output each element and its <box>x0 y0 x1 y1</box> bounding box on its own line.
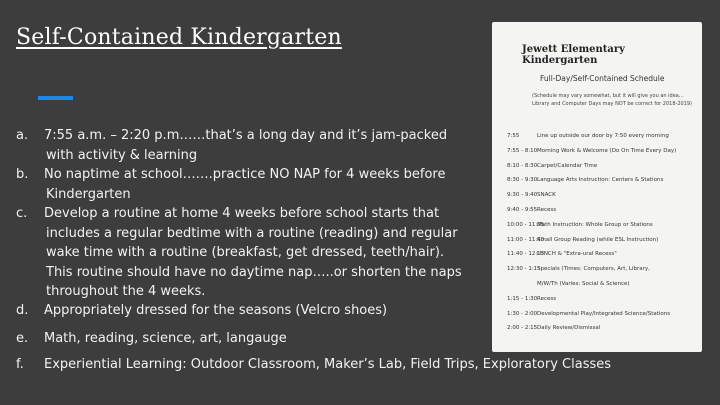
schedule-time: 7:55 - 8:10 <box>507 147 538 154</box>
schedule-row <box>507 266 650 272</box>
schedule-activity: LUNCH & "Extra-ural Recess" <box>537 251 617 258</box>
photo-school-name: Jewett Elementary Kindergarten <box>522 44 625 66</box>
schedule-activity: SNACK <box>537 192 556 199</box>
schedule-activity: Language Arts Instruction: Centers & Stations <box>537 177 664 184</box>
list-item-line: 7:55 a.m. – 2:20 p.m……that’s a long day and it’s jam-packed <box>44 128 448 143</box>
schedule-activity: Carpet/Calendar Time <box>537 162 598 169</box>
schedule-activity: M/W/Th (Varies: Social & Science) <box>537 281 630 287</box>
photo-subtitle: Full-Day/Self-Contained Schedule <box>540 74 665 83</box>
list-item-line: includes a regular bedtime with a routine (reading) and regular <box>46 225 458 241</box>
schedule-row <box>507 163 597 169</box>
schedule-row <box>507 148 676 154</box>
schedule-time: 7:55 <box>507 133 520 139</box>
schedule-row <box>507 192 556 198</box>
schedule-activity: Line up outside our door by 7:50 every morning <box>537 133 669 139</box>
list-item-line: Kindergarten <box>46 186 131 202</box>
schedule-time: 1:30 - 2:00 <box>507 310 538 317</box>
schedule-row <box>507 311 670 317</box>
schedule-time: 11:00 - 11:40 <box>507 236 545 243</box>
list-item-line: wake time with a routine (breakfast, get dressed, teeth/hair). <box>46 245 445 260</box>
schedule-row <box>507 207 556 213</box>
schedule-activity: Math Instruction: Whole Group or Stations <box>537 221 653 228</box>
list-item-line: This routine should have no daytime nap…..or shorten the naps <box>46 264 462 280</box>
schedule-time: 11:40 - 12:15 <box>507 251 545 258</box>
list-item-line: No naptime at school…….practice NO NAP for 4 weeks before <box>44 167 446 182</box>
schedule-activity: Specials (Times: Computers, Art, Library, <box>537 266 650 273</box>
list-item-line: throughout the 4 weeks. <box>46 284 206 299</box>
schedule-time: 9:30 - 9:40 <box>507 192 538 199</box>
slide-title: Self-Contained Kindergarten <box>16 25 342 50</box>
photo-note-line-1: (Schedule may vary somewhat, but it will give you an idea… <box>532 93 684 99</box>
schedule-activity: Recess <box>537 207 557 213</box>
schedule-photo <box>492 22 702 352</box>
list-item-line: Experiential Learning: Outdoor Classroom, Maker’s Lab, Field Trips, Exploratory Classes <box>44 357 612 372</box>
schedule-activity: Morning Work & Welcome (Do On Time Every Day) <box>537 147 677 154</box>
schedule-activity: Daily Review/Dismissal <box>537 325 601 332</box>
list-marker: f. <box>16 357 24 372</box>
schedule-time: 8:30 - 9:30 <box>507 177 538 184</box>
schedule-row <box>507 325 600 331</box>
list-marker: d. <box>16 303 29 318</box>
schedule-time: 12:30 - 1:15 <box>507 266 541 273</box>
list-marker: a. <box>16 128 29 143</box>
schedule-row <box>507 281 630 287</box>
schedule-time: 2:00 - 2:15 <box>507 325 538 332</box>
schedule-row <box>507 222 653 228</box>
schedule-row <box>507 237 658 243</box>
list-item-line: with activity & learning <box>46 147 198 163</box>
schedule-row <box>507 177 663 183</box>
photo-note-line-2: Library and Computer Days may NOT be correct for 2018-2019) <box>532 101 692 107</box>
schedule-activity: Developmental Play/Integrated Science/Stations <box>537 310 671 317</box>
list-marker: e. <box>16 331 29 346</box>
schedule-activity: Small Group Reading (while ESL Instruction) <box>537 236 659 243</box>
list-marker: b. <box>16 167 29 182</box>
list-item-line: Appropriately dressed for the seasons (Velcro shoes) <box>44 303 388 318</box>
schedule-activity: Recess <box>537 295 557 302</box>
list-marker: c. <box>16 206 28 221</box>
schedule-row <box>507 296 556 302</box>
schedule-row <box>507 133 669 139</box>
schedule-time: 9:40 - 9:55 <box>507 207 538 213</box>
list-item-line: Develop a routine at home 4 weeks before school starts that <box>44 206 440 221</box>
list-item-line: Math, reading, science, art, langauge <box>44 331 287 346</box>
title-accent-bar <box>38 96 73 100</box>
schedule-time: 1:15 - 1:30 <box>507 295 538 302</box>
schedule-row <box>507 251 617 257</box>
schedule-time: 8:10 - 8:30 <box>507 162 538 169</box>
schedule-time: 10:00 - 11:05 <box>507 221 545 228</box>
